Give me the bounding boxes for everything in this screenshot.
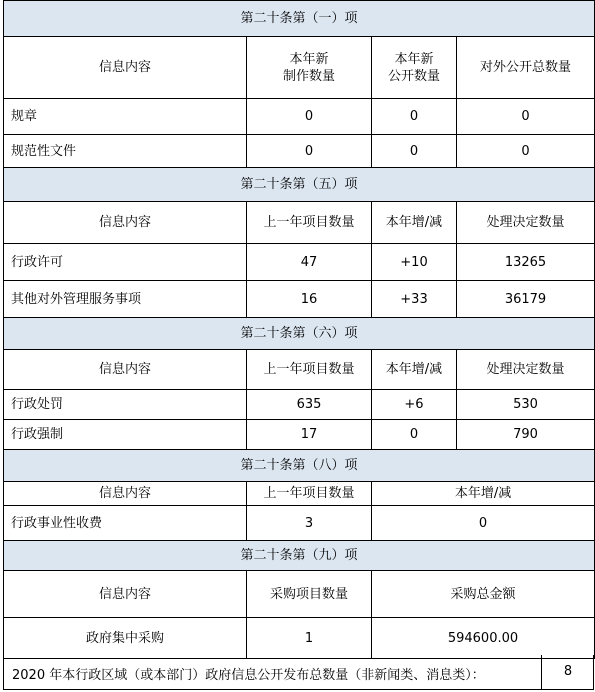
section-header-s8 (4, 450, 595, 482)
table-cell: 594600.00 (372, 618, 595, 659)
header-row (4, 37, 595, 99)
table-row (4, 244, 595, 281)
column-header: 信息内容 (4, 350, 247, 390)
table-row (4, 506, 595, 541)
column-header: 信息内容 (4, 37, 247, 99)
column-header: 本年新 制作数量 (247, 37, 372, 99)
disclosure-table (3, 0, 595, 659)
section-title: 第二十条第（五）项 (4, 168, 595, 202)
header-row (4, 571, 595, 618)
table-row (4, 390, 595, 420)
column-header: 本年增/减 (372, 350, 457, 390)
section-header-s5 (4, 168, 595, 202)
table-cell: +6 (372, 390, 457, 420)
column-header: 处理决定数量 (457, 202, 595, 244)
table-cell: 790 (457, 420, 595, 450)
row-label: 其他对外管理服务事项 (4, 281, 247, 318)
header-row (4, 482, 595, 506)
table-row (4, 135, 595, 168)
section-title: 第二十条第（八）项 (4, 450, 595, 482)
table-cell: 0 (372, 135, 457, 168)
header-row (4, 350, 595, 390)
table-cell: 0 (372, 420, 457, 450)
column-header: 采购项目数量 (247, 571, 372, 618)
table-cell: 0 (372, 506, 595, 541)
table-cell: 0 (457, 135, 595, 168)
table-cell: 530 (457, 390, 595, 420)
row-label: 行政许可 (4, 244, 247, 281)
table-cell: 0 (247, 135, 372, 168)
section-header-s9 (4, 541, 595, 571)
table-cell: 3 (247, 506, 372, 541)
section-title: 第二十条第（一）项 (4, 1, 595, 37)
total-summary-value: 8 (563, 664, 573, 679)
table-cell: 1 (247, 618, 372, 659)
table-cell: 17 (247, 420, 372, 450)
table-cell: 36179 (457, 281, 595, 318)
section-title: 第二十条第（九）项 (4, 541, 595, 571)
row-label: 行政事业性收费 (4, 506, 247, 541)
table-cell: 16 (247, 281, 372, 318)
section-header-s6 (4, 318, 595, 350)
column-header: 信息内容 (4, 482, 247, 506)
row-label: 行政强制 (4, 420, 247, 450)
disclosure-table-wrapper (3, 0, 594, 691)
column-header: 上一年项目数量 (247, 202, 372, 244)
column-header: 信息内容 (4, 202, 247, 244)
row-label: 行政处罚 (4, 390, 247, 420)
table-cell: 0 (457, 99, 595, 135)
row-label: 规范性文件 (4, 135, 247, 168)
table-row (4, 99, 595, 135)
section-header-s1 (4, 1, 595, 37)
column-header: 上一年项目数量 (247, 482, 372, 506)
table-cell: 47 (247, 244, 372, 281)
row-label: 政府集中采购 (4, 618, 247, 659)
column-header: 本年新 公开数量 (372, 37, 457, 99)
table-cell: +33 (372, 281, 457, 318)
table-row (4, 420, 595, 450)
table-cell: 635 (247, 390, 372, 420)
total-summary-label: 2020 年本行政区域（或本部门）政府信息公开发布总数量（非新闻类、消息类）： (12, 668, 485, 683)
table-row (4, 281, 595, 318)
column-header: 上一年项目数量 (247, 350, 372, 390)
row-label: 规章 (4, 99, 247, 135)
column-header: 采购总金额 (372, 571, 595, 618)
column-header: 本年增/减 (372, 482, 595, 506)
table-row (4, 618, 595, 659)
header-row (4, 202, 595, 244)
column-header: 信息内容 (4, 571, 247, 618)
table-cell: 0 (247, 99, 372, 135)
column-header: 处理决定数量 (457, 350, 595, 390)
table-cell: 13265 (457, 244, 595, 281)
total-summary-row (3, 655, 594, 690)
column-header: 本年增/减 (372, 202, 457, 244)
table-cell: 0 (372, 99, 457, 135)
table-cell: +10 (372, 244, 457, 281)
column-header: 对外公开总数量 (457, 37, 595, 99)
section-title: 第二十条第（六）项 (4, 318, 595, 350)
